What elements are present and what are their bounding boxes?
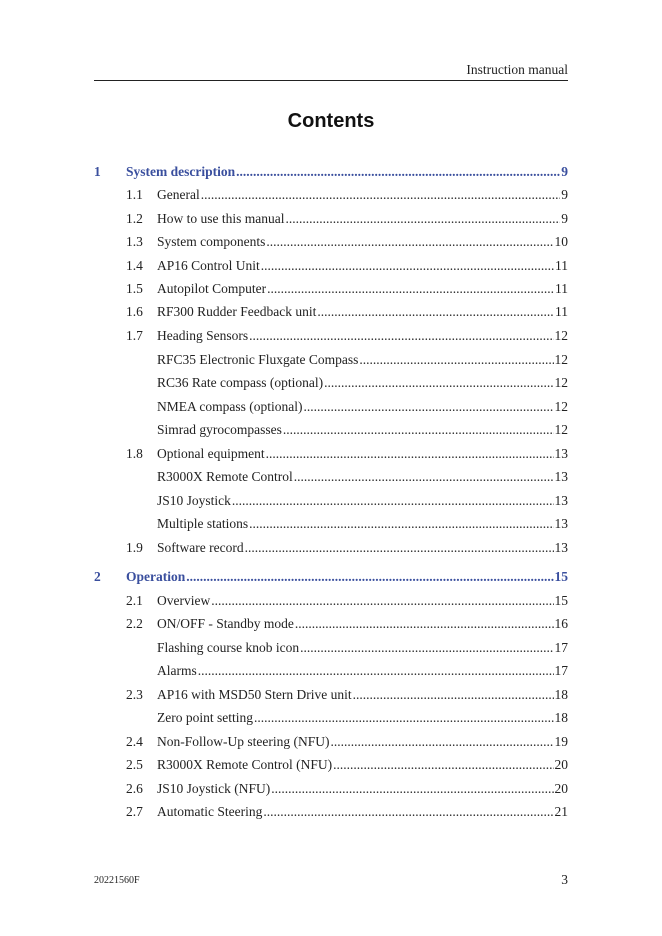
toc-entry-page: 13 — [554, 493, 568, 508]
toc-dot-leader — [286, 210, 561, 228]
toc-entry-page: 19 — [554, 734, 568, 749]
running-header: Instruction manual — [466, 62, 568, 77]
toc-entry-label: Operation — [126, 569, 186, 584]
document-number: 20221560F — [94, 875, 140, 886]
toc-entry-page: 13 — [554, 516, 568, 531]
toc-entry-label: AP16 Control Unit — [157, 258, 260, 273]
toc-dot-leader — [254, 709, 554, 727]
toc-entry-label: Optional equipment — [157, 446, 265, 461]
toc-entry[interactable] — [126, 186, 568, 204]
toc-dot-leader — [330, 733, 553, 751]
toc-entry-label: Automatic Steering — [157, 804, 263, 819]
toc-entry-page: 17 — [554, 663, 568, 678]
toc-entry-page: 17 — [554, 640, 568, 655]
toc-entry[interactable] — [126, 303, 568, 321]
toc-entry-label: R3000X Remote Control — [157, 469, 293, 484]
toc-entry-label: RFC35 Electronic Fluxgate Compass — [157, 352, 359, 367]
page-title: Contents — [287, 110, 375, 132]
toc-entry[interactable] — [126, 257, 568, 275]
toc-entry-label: ON/OFF - Standby mode — [157, 616, 294, 631]
toc-entry-page: 16 — [554, 616, 568, 631]
toc-entry-label: How to use this manual — [157, 211, 285, 226]
toc-entry-page: 18 — [554, 687, 568, 702]
toc-entry[interactable] — [126, 280, 568, 298]
toc-entry-page: 20 — [554, 781, 568, 796]
toc-entry-page: 9 — [561, 164, 568, 179]
toc-dot-leader — [249, 515, 553, 533]
page-number: 3 — [561, 872, 568, 887]
toc-entry-label: RC36 Rate compass (optional) — [157, 375, 324, 390]
toc-entry-page: 12 — [554, 422, 568, 437]
toc-entry[interactable] — [157, 662, 568, 680]
toc-entry-page: 13 — [554, 446, 568, 461]
toc-entry[interactable] — [126, 686, 568, 704]
toc-entry-number: 2.2 — [126, 616, 143, 631]
toc-entry-page: 12 — [554, 375, 568, 390]
toc-entry-label: Non-Follow-Up steering (NFU) — [157, 734, 330, 749]
toc-entry-number: 1.3 — [126, 234, 143, 249]
toc-entry-number: 2 — [94, 569, 101, 584]
toc-dot-leader — [353, 686, 554, 704]
toc-entry-label: Software record — [157, 540, 244, 555]
toc-entry[interactable] — [126, 615, 568, 633]
toc-entry-number: 1 — [94, 164, 101, 179]
toc-entry-page: 11 — [555, 304, 568, 319]
toc-dot-leader — [201, 186, 561, 204]
toc-dot-leader — [263, 803, 553, 821]
toc-entry-page: 15 — [554, 593, 568, 608]
toc-dot-leader — [261, 257, 554, 275]
toc-entry-page: 12 — [554, 328, 568, 343]
toc-entry-number: 1.9 — [126, 540, 143, 555]
toc-entry-label: Autopilot Computer — [157, 281, 267, 296]
toc-entry-label: NMEA compass (optional) — [157, 399, 303, 414]
toc-entry[interactable] — [157, 709, 568, 727]
toc-entry-label: Flashing course knob icon — [157, 640, 300, 655]
toc-entry-number: 1.7 — [126, 328, 143, 343]
toc-entry[interactable] — [126, 756, 568, 774]
toc-dot-leader — [245, 539, 554, 557]
toc-entry-number: 2.3 — [126, 687, 143, 702]
toc-dot-leader — [211, 592, 553, 610]
toc-entry[interactable] — [157, 639, 568, 657]
toc-entry[interactable] — [126, 803, 568, 821]
toc-entry[interactable] — [126, 445, 568, 463]
toc-entry-page: 13 — [554, 540, 568, 555]
toc-entry[interactable] — [126, 233, 568, 251]
toc-entry-page: 18 — [554, 710, 568, 725]
toc-entry-number: 2.5 — [126, 757, 143, 772]
toc-entry[interactable] — [126, 733, 568, 751]
toc-entry-page: 11 — [555, 258, 568, 273]
toc-entry-label: System components — [157, 234, 266, 249]
toc-dot-leader — [283, 421, 554, 439]
toc-entry[interactable] — [157, 515, 568, 533]
toc-dot-leader — [267, 280, 554, 298]
toc-entry-page: 13 — [554, 469, 568, 484]
toc-entry[interactable] — [157, 398, 568, 416]
toc-entry-page: 15 — [554, 569, 568, 584]
toc-entry[interactable] — [126, 592, 568, 610]
toc-entry-number: 2.6 — [126, 781, 143, 796]
toc-entry[interactable] — [157, 421, 568, 439]
toc-entry-page: 12 — [554, 399, 568, 414]
toc-entry-number: 1.2 — [126, 211, 143, 226]
toc-dot-leader — [300, 639, 553, 657]
toc-dot-leader — [303, 398, 553, 416]
toc-entry-label: R3000X Remote Control (NFU) — [157, 757, 333, 772]
toc-dot-leader — [317, 303, 554, 321]
toc-entry-number: 1.6 — [126, 304, 143, 319]
toc-entry-page: 12 — [554, 352, 568, 367]
toc-dot-leader — [324, 374, 553, 392]
toc-entry-number: 1.8 — [126, 446, 143, 461]
toc-entry-number: 1.4 — [126, 258, 143, 273]
toc-dot-leader — [266, 445, 554, 463]
toc-entry-label: AP16 with MSD50 Stern Drive unit — [157, 687, 352, 702]
toc-dot-leader — [249, 327, 553, 345]
toc-chapter-entry[interactable] — [94, 568, 568, 586]
toc-entry-label: General — [157, 187, 200, 202]
toc-dot-leader — [294, 468, 554, 486]
toc-entry-label: JS10 Joystick — [157, 493, 231, 508]
toc-dot-leader — [359, 351, 553, 369]
toc-dot-leader — [198, 662, 554, 680]
toc-entry-label: Overview — [157, 593, 211, 608]
toc-entry[interactable] — [126, 539, 568, 557]
toc-entry-page: 10 — [554, 234, 568, 249]
toc-entry[interactable] — [157, 468, 568, 486]
toc-entry-page: 11 — [555, 281, 568, 296]
toc-entry-label: Simrad gyrocompasses — [157, 422, 282, 437]
toc-entry-number: 1.5 — [126, 281, 143, 296]
toc-entry-label: Multiple stations — [157, 516, 249, 531]
toc-entry[interactable] — [126, 327, 568, 345]
toc-entry[interactable] — [126, 780, 568, 798]
toc-entry-number: 2.1 — [126, 593, 143, 608]
toc-entry-page: 9 — [561, 211, 568, 226]
toc-entry-number: 2.7 — [126, 804, 143, 819]
toc-entry-label: System description — [126, 164, 236, 179]
toc-dot-leader — [266, 233, 553, 251]
toc-entry-page: 21 — [554, 804, 568, 819]
toc-entry-label: Heading Sensors — [157, 328, 249, 343]
toc-entry[interactable] — [157, 351, 568, 369]
toc-entry-number: 2.4 — [126, 734, 143, 749]
toc-dot-leader — [295, 615, 554, 633]
toc-entry-label: RF300 Rudder Feedback unit — [157, 304, 317, 319]
toc-entry[interactable] — [157, 374, 568, 392]
toc-entry[interactable] — [157, 492, 568, 510]
toc-entry-number: 1.1 — [126, 187, 143, 202]
toc-entry-page: 20 — [554, 757, 568, 772]
toc-entry-page: 9 — [561, 187, 568, 202]
toc-entry-label: JS10 Joystick (NFU) — [157, 781, 271, 796]
toc-dot-leader — [333, 756, 553, 774]
toc-dot-leader — [186, 568, 553, 586]
toc-chapter-entry[interactable] — [94, 163, 568, 181]
toc-entry-label: Alarms — [157, 663, 197, 678]
toc-dot-leader — [271, 780, 553, 798]
toc-dot-leader — [232, 492, 554, 510]
toc-entry-label: Zero point setting — [157, 710, 253, 725]
toc-entry[interactable] — [126, 210, 568, 228]
toc-dot-leader — [236, 163, 560, 181]
